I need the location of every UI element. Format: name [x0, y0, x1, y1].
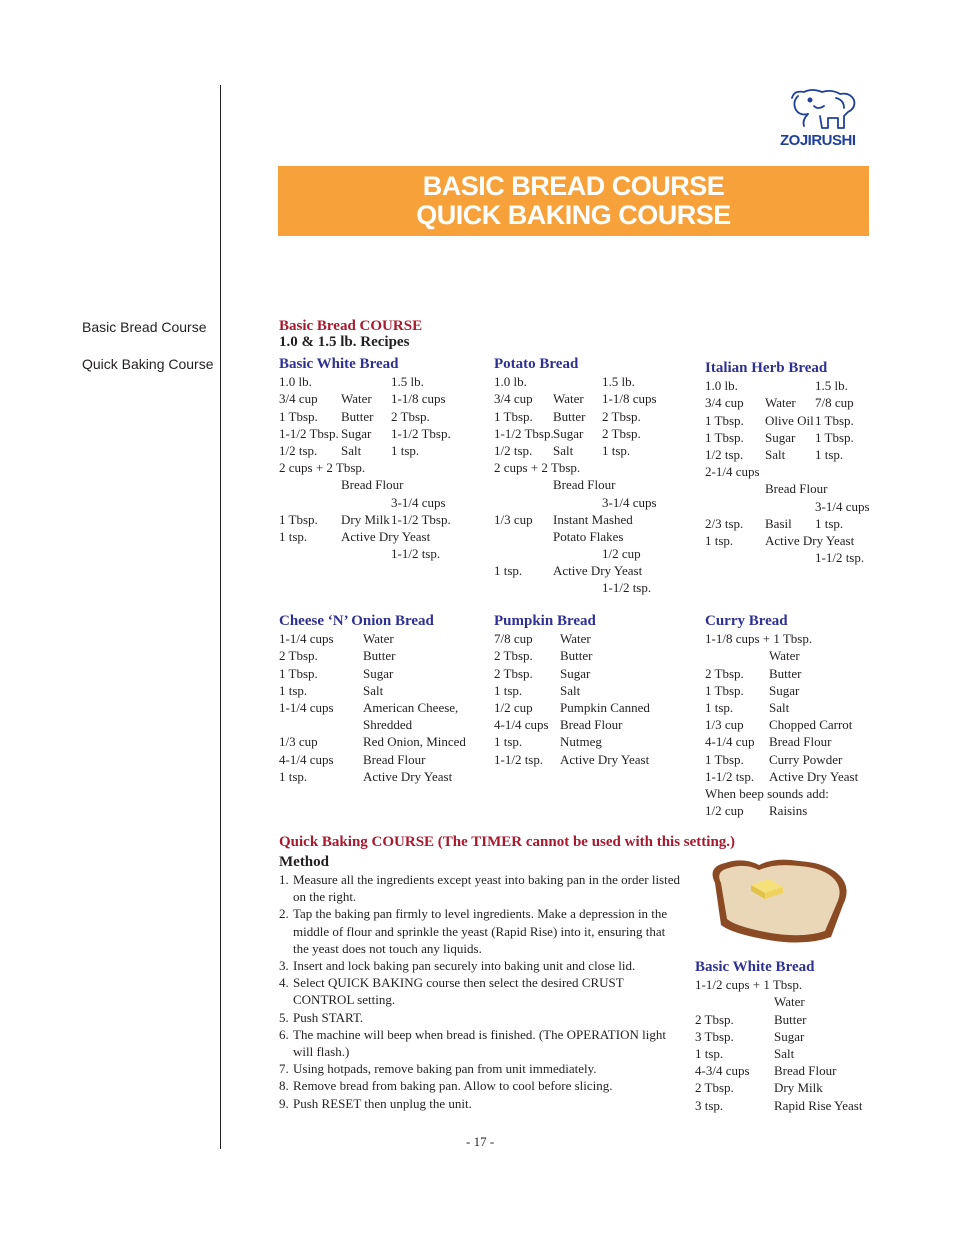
- ingredient-name: Water: [363, 631, 394, 647]
- recipe-basic-white-bread: [279, 356, 479, 562]
- ingredient-name: Bread Flour: [553, 477, 616, 493]
- ingredient-name: Bread Flour: [363, 751, 426, 767]
- recipe-quick-basic-white-bread: [695, 959, 895, 1114]
- ingredient-list: [695, 976, 895, 1114]
- ingredient-row: [494, 630, 694, 647]
- ingredient-list: [494, 373, 694, 596]
- nav-basic-bread-course[interactable]: Basic Bread Course: [82, 319, 207, 335]
- method-step: [279, 1095, 684, 1112]
- ingredient-name: Bread Flour: [341, 477, 404, 493]
- ingredient-amount: 1 Tbsp.: [705, 429, 744, 445]
- ingredient-row: [494, 562, 694, 579]
- bread-slice-illustration: [703, 853, 853, 948]
- ingredient-row: [705, 716, 905, 733]
- ingredient-row: [705, 768, 905, 785]
- ingredient-row: [695, 1045, 895, 1062]
- ingredient-amount-large: 1 tsp.: [602, 442, 631, 458]
- ingredient-amount: 4-1/4 cup: [705, 734, 755, 750]
- ingredient-row: [279, 373, 479, 390]
- ingredient-amount: 3 Tbsp.: [695, 1028, 734, 1044]
- ingredient-amount-large: 1 tsp.: [815, 446, 844, 462]
- ingredient-list: [279, 630, 489, 785]
- ingredient-amount-large: 2 Tbsp.: [391, 408, 430, 424]
- ingredient-row: [279, 459, 479, 476]
- ingredient-name: Bread Flour: [774, 1063, 837, 1079]
- step-number: 5.: [279, 1009, 289, 1025]
- ingredient-amount: 1/2 tsp.: [494, 442, 533, 458]
- ingredient-row: [705, 733, 905, 750]
- ingredient-name: Instant Mashed: [553, 511, 633, 527]
- ingredient-amount-large: 2 Tbsp.: [602, 425, 641, 441]
- recipe-heading: Cheese ‘N’ Onion Bread: [279, 613, 434, 629]
- ingredient-amount: 2 cups + 2 Tbsp.: [494, 460, 581, 476]
- ingredient-amount: 1-1/8 cups + 1 Tbsp.: [705, 631, 813, 647]
- step-number: 4.: [279, 975, 289, 991]
- method-step: [279, 905, 684, 957]
- ingredient-amount: 1 tsp.: [494, 734, 523, 750]
- ingredient-list: [494, 630, 694, 768]
- bread-slice-icon: [703, 853, 853, 948]
- ingredient-amount: 1/3 cup: [494, 511, 533, 527]
- ingredient-row: [279, 665, 489, 682]
- ingredient-amount: 1 tsp.: [695, 1045, 724, 1061]
- ingredient-name: Sugar: [765, 429, 796, 445]
- ingredient-amount-large: 1/2 cup: [602, 546, 641, 562]
- recipe-heading: Italian Herb Bread: [705, 360, 828, 376]
- zojirushi-logo: [778, 86, 870, 148]
- ingredient-name: Salt: [560, 682, 581, 698]
- ingredient-row: [279, 545, 479, 562]
- method-label: Method: [279, 854, 329, 870]
- ingredient-name: Active Dry Yeast: [560, 751, 650, 767]
- ingredient-amount: 1-1/4 cups: [279, 631, 334, 647]
- ingredient-row: [279, 511, 479, 528]
- ingredient-amount: 2-1/4 cups: [705, 464, 760, 480]
- ingredient-amount: 4-1/4 cups: [494, 717, 549, 733]
- ingredient-name: Water: [769, 648, 800, 664]
- recipe-curry-bread: [705, 613, 905, 819]
- page-title-banner: [278, 166, 869, 236]
- ingredient-amount: 1.0 lb.: [279, 374, 312, 390]
- ingredient-amount: 2 Tbsp.: [695, 1011, 734, 1027]
- ingredient-name: Dry Milk: [341, 511, 390, 527]
- ingredient-list: [705, 377, 905, 566]
- ingredient-amount-large: 1-1/2 Tbsp.: [391, 425, 451, 441]
- ingredient-amount-large: 1-1/2 tsp.: [391, 546, 441, 562]
- step-text: Tap the baking pan firmly to level ingredients. Make a depression in the middle of flour and sprinkle the yeast (Rapid Rise) into it, ensuring that the yeast does not touch any liquids.: [293, 906, 668, 956]
- ingredient-row: [279, 751, 489, 768]
- ingredient-row: [705, 377, 905, 394]
- ingredient-amount: 1 tsp.: [494, 563, 523, 579]
- ingredient-row: [279, 699, 489, 716]
- ingredient-amount: 2 Tbsp.: [705, 665, 744, 681]
- step-text: Using hotpads, remove baking pan from unit immediately.: [293, 1061, 597, 1077]
- ingredient-amount: 7/8 cup: [494, 631, 533, 647]
- ingredient-row: [705, 699, 905, 716]
- ingredient-name: Dry Milk: [774, 1080, 823, 1096]
- page-number: - 17 -: [466, 1134, 495, 1149]
- ingredient-amount-large: 7/8 cup: [815, 395, 854, 411]
- step-text: Measure all the ingredients except yeast into baking pan in the order listed on the right.: [293, 872, 680, 905]
- ingredient-amount: 1/2 cup: [705, 803, 744, 819]
- ingredient-row: [494, 682, 694, 699]
- ingredient-name: Sugar: [560, 665, 591, 681]
- ingredient-row: [279, 476, 479, 493]
- ingredient-row: [695, 993, 895, 1010]
- ingredient-amount: 1-1/2 tsp.: [494, 751, 544, 767]
- ingredient-row: [494, 459, 694, 476]
- ingredient-amount: 1.0 lb.: [494, 374, 527, 390]
- ingredient-amount: 1 tsp.: [279, 768, 308, 784]
- ingredient-row: [494, 733, 694, 750]
- step-text: The machine will beep when bread is finished. (The OPERATION light will flash.): [293, 1026, 666, 1060]
- ingredient-row: [494, 442, 694, 459]
- method-step: [279, 1009, 684, 1026]
- ingredient-amount: 1/2 tsp.: [705, 446, 744, 462]
- ingredient-row: [494, 545, 694, 562]
- ingredient-amount: 3 tsp.: [695, 1097, 724, 1113]
- ingredient-name: Butter: [769, 665, 802, 681]
- step-number: 7.: [279, 1061, 289, 1077]
- ingredient-row: [279, 408, 479, 425]
- ingredient-row: [695, 1028, 895, 1045]
- ingredient-amount: 1/2 cup: [494, 699, 533, 715]
- ingredient-name: Salt: [765, 446, 786, 462]
- ingredient-amount-large: 3-1/4 cups: [815, 498, 870, 514]
- ingredient-name: Salt: [341, 442, 362, 458]
- ingredient-row: [494, 665, 694, 682]
- nav-quick-baking-course[interactable]: Quick Baking Course: [82, 356, 214, 372]
- ingredient-amount: 4-3/4 cups: [695, 1063, 750, 1079]
- ingredient-name: American Cheese,: [363, 699, 459, 715]
- ingredient-amount: 1 Tbsp.: [494, 408, 533, 424]
- step-text: Insert and lock baking pan securely into baking unit and close lid.: [293, 958, 636, 974]
- ingredient-name: Active Dry Yeast: [765, 532, 855, 548]
- method-step: [279, 1060, 684, 1077]
- ingredient-name: Active Dry Yeast: [769, 768, 859, 784]
- ingredient-row: [705, 463, 905, 480]
- ingredient-row: [494, 751, 694, 768]
- ingredient-amount: 3/4 cup: [494, 391, 533, 407]
- ingredient-list: [279, 373, 479, 562]
- ingredient-row: [705, 394, 905, 411]
- recipe-heading: Potato Bread: [494, 356, 579, 372]
- ingredient-row: [494, 716, 694, 733]
- ingredient-amount-large: 1-1/2 tsp.: [815, 550, 865, 566]
- ingredient-amount: 3/4 cup: [705, 395, 744, 411]
- ingredient-amount-large: 3-1/4 cups: [602, 494, 657, 510]
- ingredient-row: [705, 630, 905, 647]
- ingredient-row: [705, 682, 905, 699]
- ingredient-row: [279, 528, 479, 545]
- ingredient-row: [705, 498, 905, 515]
- ingredient-amount: 2 Tbsp.: [279, 648, 318, 664]
- step-text: Push START.: [293, 1009, 364, 1025]
- ingredient-row: [279, 733, 489, 750]
- ingredient-name: Sugar: [774, 1028, 805, 1044]
- step-number: 1.: [279, 872, 289, 887]
- ingredient-row: [695, 1062, 895, 1079]
- ingredient-amount-large: 1 Tbsp.: [815, 429, 854, 445]
- ingredient-name: Active Dry Yeast: [553, 563, 643, 579]
- step-text: Remove bread from baking pan. Allow to cool before slicing.: [293, 1078, 613, 1094]
- recipe-heading: Curry Bread: [705, 613, 788, 629]
- ingredient-amount: 1/3 cup: [705, 717, 744, 733]
- ingredient-amount: 1-1/2 Tbsp.: [279, 425, 339, 441]
- ingredient-amount-large: 1-1/8 cups: [602, 391, 657, 407]
- ingredient-row: [705, 515, 905, 532]
- ingredient-name: Olive Oil: [765, 412, 814, 428]
- ingredient-row: [494, 579, 694, 596]
- ingredient-row: [279, 768, 489, 785]
- ingredient-amount: 1 Tbsp.: [705, 682, 744, 698]
- ingredient-name: Rapid Rise Yeast: [774, 1097, 863, 1113]
- ingredient-row: [705, 751, 905, 768]
- ingredient-name: Active Dry Yeast: [363, 768, 453, 784]
- ingredient-row: [494, 647, 694, 664]
- ingredient-row: [705, 549, 905, 566]
- ingredient-name: Salt: [363, 682, 384, 698]
- ingredient-name: Active Dry Yeast: [341, 528, 431, 544]
- step-number: 2.: [279, 906, 289, 922]
- ingredient-name: Chopped Carrot: [769, 717, 853, 733]
- ingredient-amount-large: 1-1/2 tsp.: [602, 580, 652, 596]
- recipe-heading: Pumpkin Bread: [494, 613, 596, 629]
- ingredient-amount: 2 Tbsp.: [494, 665, 533, 681]
- ingredient-name: Salt: [553, 442, 574, 458]
- ingredient-amount-large: 1.5 lb.: [391, 374, 424, 390]
- ingredient-amount: 1-1/2 tsp.: [705, 768, 755, 784]
- ingredient-name: Butter: [774, 1011, 807, 1027]
- ingredient-amount: 1 tsp.: [705, 532, 734, 548]
- ingredient-amount: 2 cups + 2 Tbsp.: [279, 460, 366, 476]
- ingredient-name: Basil: [765, 515, 792, 531]
- method-step: [279, 1026, 684, 1060]
- ingredient-amount-large: 1.5 lb.: [815, 378, 848, 394]
- ingredient-row: [494, 373, 694, 390]
- ingredient-row: [279, 442, 479, 459]
- ingredient-name: Butter: [553, 408, 586, 424]
- ingredient-row: [279, 425, 479, 442]
- ingredient-row: [494, 511, 694, 528]
- method-step: [279, 974, 684, 1008]
- ingredient-amount: 2 Tbsp.: [695, 1080, 734, 1096]
- recipes-subtitle: 1.0 & 1.5 lb. Recipes: [279, 334, 410, 350]
- ingredient-name: Red Onion, Minced: [363, 734, 466, 750]
- step-number: 6.: [279, 1026, 289, 1042]
- ingredient-name: Nutmeg: [560, 734, 602, 750]
- ingredient-amount: When beep sounds add:: [705, 785, 829, 801]
- ingredient-row: [279, 716, 489, 733]
- ingredient-name: Sugar: [553, 425, 584, 441]
- recipe-potato-bread: [494, 356, 694, 597]
- ingredient-name: Water: [765, 395, 796, 411]
- ingredient-amount: 1 Tbsp.: [279, 665, 318, 681]
- ingredient-row: [695, 1011, 895, 1028]
- ingredient-row: [705, 665, 905, 682]
- ingredient-row: [494, 408, 694, 425]
- ingredient-name: Shredded: [363, 717, 413, 733]
- ingredient-row: [279, 682, 489, 699]
- ingredient-row: [279, 647, 489, 664]
- ingredient-row: [695, 976, 895, 993]
- ingredient-amount-large: 1-1/8 cups: [391, 391, 446, 407]
- ingredient-name: Sugar: [341, 425, 372, 441]
- ingredient-name: Butter: [560, 648, 593, 664]
- ingredient-row: [494, 476, 694, 493]
- ingredient-row: [279, 630, 489, 647]
- ingredient-row: [705, 532, 905, 549]
- ingredient-name: Salt: [769, 699, 790, 715]
- method-step: [279, 1077, 684, 1094]
- ingredient-amount: 1-1/4 cups: [279, 699, 334, 715]
- ingredient-row: [494, 425, 694, 442]
- banner-title-line-1: BASIC BREAD COURSE: [422, 171, 725, 201]
- ingredient-name: Bread Flour: [560, 717, 623, 733]
- ingredient-amount-large: 3-1/4 cups: [391, 494, 446, 510]
- ingredient-row: [494, 699, 694, 716]
- ingredient-name: Potato Flakes: [553, 528, 624, 544]
- recipe-heading: Basic White Bread: [279, 356, 399, 372]
- ingredient-name: Water: [341, 391, 372, 407]
- ingredient-row: [705, 429, 905, 446]
- ingredient-amount-large: 1-1/2 Tbsp.: [391, 511, 451, 527]
- ingredient-row: [705, 480, 905, 497]
- method-step: [279, 871, 684, 905]
- step-number: 3.: [279, 958, 289, 974]
- ingredient-name: Sugar: [363, 665, 394, 681]
- ingredient-amount-large: 1 tsp.: [391, 442, 420, 458]
- ingredient-name: Water: [774, 994, 805, 1010]
- ingredient-name: Water: [560, 631, 591, 647]
- ingredient-row: [705, 802, 905, 819]
- ingredient-amount: 1 tsp.: [705, 699, 734, 715]
- margin-divider: [220, 85, 221, 1149]
- ingredient-amount-large: 1 Tbsp.: [815, 412, 854, 428]
- ingredient-row: [705, 647, 905, 664]
- ingredient-amount-large: 2 Tbsp.: [602, 408, 641, 424]
- ingredient-name: Bread Flour: [769, 734, 832, 750]
- ingredient-amount: 1 Tbsp.: [279, 408, 318, 424]
- ingredient-amount: 2 Tbsp.: [494, 648, 533, 664]
- step-text: Select QUICK BAKING course then select the desired CRUST CONTROL setting.: [293, 975, 624, 1008]
- basic-course-title: Basic Bread COURSE: [279, 318, 423, 334]
- recipe-italian-herb-bread: [705, 360, 905, 566]
- ingredient-name: Raisins: [769, 803, 808, 819]
- ingredient-name: Butter: [341, 408, 374, 424]
- ingredient-list: [705, 630, 905, 819]
- ingredient-row: [494, 390, 694, 407]
- ingredient-amount: 2/3 tsp.: [705, 515, 744, 531]
- ingredient-amount: 1 tsp.: [279, 682, 308, 698]
- ingredient-amount: 1 Tbsp.: [279, 511, 318, 527]
- ingredient-row: [494, 528, 694, 545]
- ingredient-name: Bread Flour: [765, 481, 828, 497]
- ingredient-row: [705, 785, 905, 802]
- ingredient-row: [705, 412, 905, 429]
- ingredient-amount: 4-1/4 cups: [279, 751, 334, 767]
- ingredient-amount: 3/4 cup: [279, 391, 318, 407]
- recipe-heading: Basic White Bread: [695, 959, 815, 975]
- ingredient-name: Curry Powder: [769, 751, 843, 767]
- ingredient-amount: 1 Tbsp.: [705, 751, 744, 767]
- banner-title-line-2: QUICK BAKING COURSE: [416, 200, 731, 230]
- ingredient-amount-large: 1 tsp.: [815, 515, 844, 531]
- ingredient-name: Water: [553, 391, 584, 407]
- ingredient-row: [695, 1097, 895, 1114]
- ingredient-row: [705, 446, 905, 463]
- recipe-pumpkin-bread: [494, 613, 694, 768]
- step-number: 8.: [279, 1078, 289, 1094]
- quick-course-title: Quick Baking COURSE (The TIMER cannot be used with this setting.): [279, 834, 736, 850]
- ingredient-name: Butter: [363, 648, 396, 664]
- ingredient-row: [279, 494, 479, 511]
- ingredient-row: [695, 1079, 895, 1096]
- ingredient-amount: 1-1/2 Tbsp.: [494, 425, 554, 441]
- ingredient-row: [279, 390, 479, 407]
- ingredient-amount: 1/2 tsp.: [279, 442, 318, 458]
- method-steps: [279, 871, 684, 1112]
- method-step: [279, 957, 684, 974]
- ingredient-amount: 1-1/2 cups + 1 Tbsp.: [695, 977, 803, 993]
- recipe-cheese-n-onion-bread: [279, 613, 489, 785]
- ingredient-amount: 1/3 cup: [279, 734, 318, 750]
- ingredient-amount: 1.0 lb.: [705, 378, 738, 394]
- step-number: 9.: [279, 1095, 289, 1111]
- step-text: Push RESET then unplug the unit.: [293, 1095, 472, 1111]
- ingredient-name: Pumpkin Canned: [560, 699, 650, 715]
- ingredient-name: Salt: [774, 1045, 795, 1061]
- ingredient-amount: 1 tsp.: [279, 528, 308, 544]
- elephant-icon: [778, 86, 870, 148]
- ingredient-amount: 1 tsp.: [494, 682, 523, 698]
- ingredient-row: [494, 494, 694, 511]
- ingredient-name: Sugar: [769, 682, 800, 698]
- logo-text: ZOJIRUSHI: [780, 132, 856, 148]
- ingredient-amount: 1 Tbsp.: [705, 412, 744, 428]
- ingredient-amount-large: 1.5 lb.: [602, 374, 635, 390]
